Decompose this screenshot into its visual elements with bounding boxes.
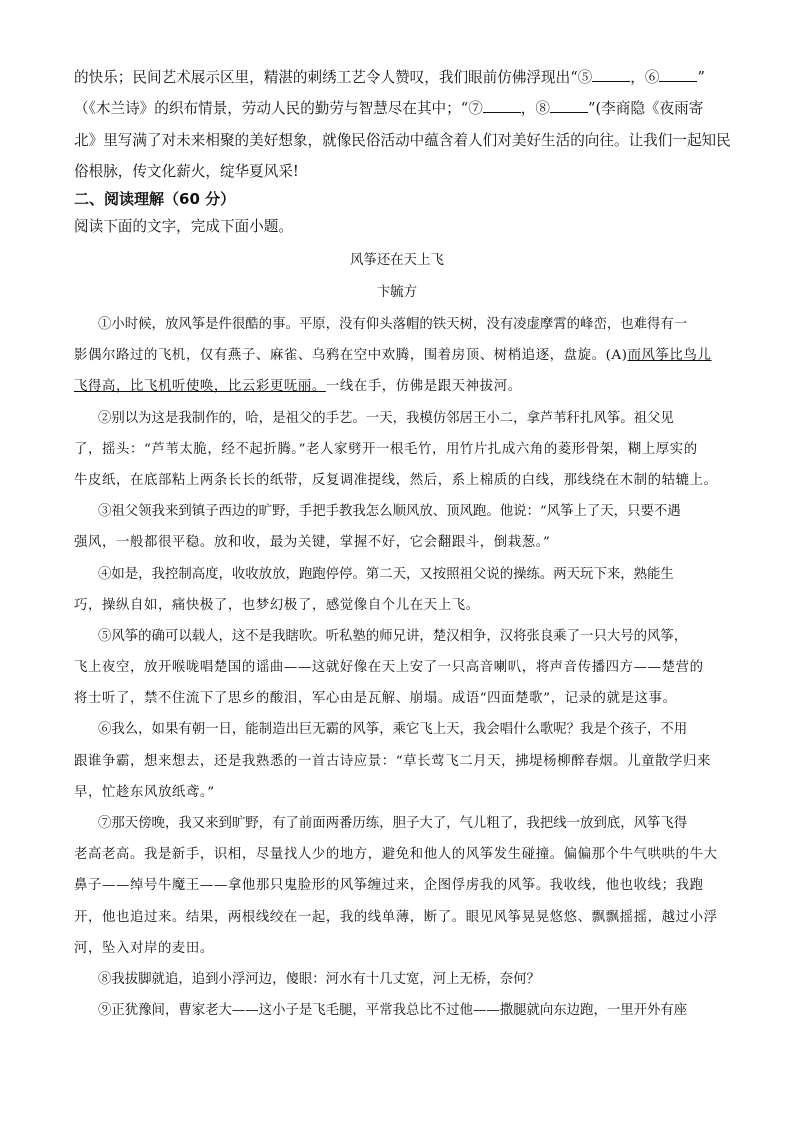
- p6-line-2: 跟谁争霸，想来想去，还是我熟悉的一首古诗应景：“草长莺飞二月天，拂堤杨柳醉春烟。儿童散学归来: [74, 754, 712, 769]
- p2-line-3: 牛皮纸，在底部粘上两条长长的纸带，反复调准提线，然后，系上棉质的白线，那线绕在木制的轱辘上。: [74, 473, 718, 488]
- p6-line-3: 早，忙趁东风放纸鸢。”: [74, 785, 215, 800]
- intro-text: ，⑧: [520, 100, 550, 117]
- article-author: 卞毓方: [376, 285, 418, 300]
- section-heading: 二、阅读理解（60 分）: [74, 190, 236, 208]
- intro-line-2: [74, 95, 720, 122]
- p7-line-2: 老高老高。我是新手，识相，尽量找人少的地方，避免和他人的风筝发生碰撞。偏偏那个牛气哄哄的牛大: [74, 847, 718, 862]
- blank-5[interactable]: [592, 67, 630, 82]
- intro-line-4: 俗根脉，传文化薪火，绽华夏风采!: [74, 163, 299, 180]
- intro-text: ，⑥: [630, 69, 660, 86]
- p1-line-3: [74, 375, 720, 394]
- section-instruction: 阅读下面的文字，完成下面小题。: [74, 218, 293, 235]
- intro-line-3: 北》里写满了对未来相聚的美好想象，就像民俗活动中蕴含着人们对美好生活的向往。让我们一起知民: [74, 132, 731, 149]
- p4-line-2: 巧，操纵自如，痛快极了，也梦幻极了，感觉像自个儿在天上飞。: [74, 598, 480, 613]
- blank-8[interactable]: [550, 98, 588, 113]
- underlined-sentence-a: 而风筝比鸟儿: [627, 348, 712, 363]
- p4-line-1: ④如是，我控制高度，收收放放，跑跑停停。第二天，又按照祖父说的操练。两天玩下来，熟能生: [98, 567, 674, 582]
- p9-line-1: ⑨正犹豫间，曹家老大——这小子是飞毛腿，平常我总比不过他——撒腿就向东边跑，一里开外有座: [98, 1003, 688, 1018]
- intro-text: （《木兰诗》的织布情景，劳动人民的勤劳与智慧尽在其中；“⑦: [74, 100, 483, 117]
- intro-text: 的快乐；民间艺术展示区里，精湛的刺绣工艺令人赞叹，我们眼前仿佛浮现出“⑤: [74, 69, 593, 86]
- p8-line-1: ⑧我拔脚就追，追到小浮河边，傻眼：河水有十几丈宽，河上无桥，奈何？: [98, 972, 540, 987]
- p1-text: 一线在手，仿佛是跟天神拔河。: [325, 379, 522, 394]
- blank-6[interactable]: [659, 67, 697, 82]
- p2-line-2: 了，摇头：“芦苇太脆，经不起折腾。”老人家劈开一根毛竹，用竹片扎成六角的菱形骨架，糊上厚实的: [74, 442, 698, 457]
- p6-line-1: ⑥我么，如果有朝一日，能制造出巨无霸的风筝，乘它飞上天，我会唱什么歌呢？我是个孩子，不用: [98, 722, 688, 737]
- intro-text: ”(李商隐《夜雨寄: [588, 100, 704, 117]
- p5-line-3: 将士听了，禁不住流下了思乡的酸泪，军心由是瓦解、崩塌。成语“四面楚歌”，记录的就是这事。: [74, 691, 677, 706]
- p7-line-1: ⑦那天傍晚，我又来到旷野，有了前面两番历练，胆子大了，气儿粗了，我把线一放到底，风筝飞得: [98, 816, 688, 831]
- p7-line-3: 鼻子——绰号牛魔王——拿他那只鬼脸形的风筝缠过来，企图俘虏我的风筝。我收线，他也收线；我跑: [74, 878, 704, 893]
- p1-line-2: [74, 344, 720, 363]
- article-title: 风筝还在天上飞: [350, 253, 444, 268]
- p3-line-2: 强风，一般都很平稳。放和收，最为关键，掌握不好，它会翻跟斗，倒栽葱。”: [74, 535, 551, 550]
- blank-7[interactable]: [483, 98, 521, 113]
- p1-text: 影偶尔路过的飞机，仅有燕子、麻雀、乌鸦在空中欢腾，围着房顶、树梢追逐，盘旋。(A): [74, 348, 628, 363]
- intro-line-1: [74, 64, 720, 91]
- p5-line-2: 飞上夜空，放开喉咙唱楚国的谣曲——这就好像在天上安了一只高音喇叭，将声音传播四方——楚营的: [74, 660, 704, 675]
- p7-line-4: 开，他也追过来。结果，两根线绞在一起，我的线单薄，断了。眼见风筝晃晃悠悠、飘飘摇摇，越过小浮: [74, 910, 718, 925]
- p1-line-1: ①小时候，放风筝是件很酷的事。平原，没有仰头落帽的铁天树，没有凌虚摩霄的峰峦，也难得有一: [98, 317, 688, 332]
- p3-line-1: ③祖父领我来到镇子西边的旷野，手把手教我怎么顺风放、顶风跑。他说：“风筝上了天，只要不遇: [98, 504, 681, 519]
- intro-text: ”: [697, 69, 705, 86]
- p7-line-5: 河，坠入对岸的麦田。: [74, 941, 214, 956]
- p2-line-1: ②别以为这是我制作的，哈，是祖父的手艺。一天，我模仿邻居王小二，拿芦苇秆扎风筝。祖父见: [98, 411, 674, 426]
- p5-line-1: ⑤风筝的确可以载人，这不是我瞎吹。听私塾的师兄讲，楚汉相争，汉将张良乘了一只大号的风筝，: [98, 629, 688, 644]
- underlined-sentence-a-cont: 飞得高，比飞机听使唤，比云彩更呒丽。: [74, 379, 326, 394]
